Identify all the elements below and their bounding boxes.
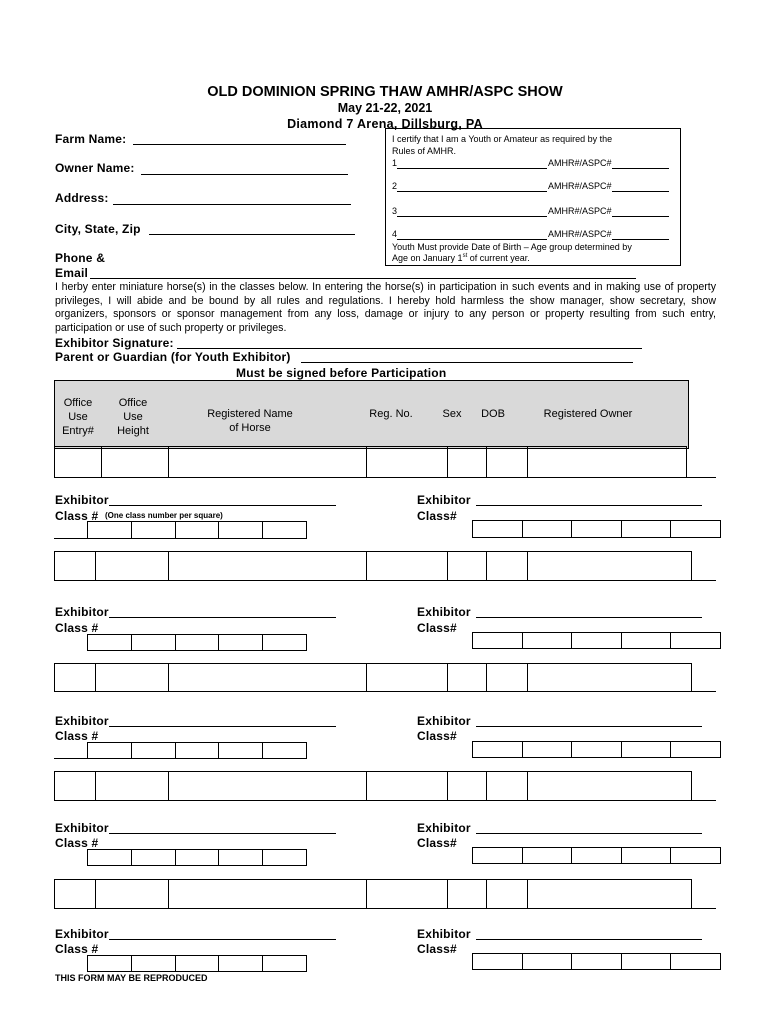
- header-sex: Sex: [442, 408, 462, 420]
- certify-number-line[interactable]: [612, 239, 669, 240]
- class-number-boxes[interactable]: [87, 849, 307, 866]
- class-baseline-right: [472, 969, 718, 970]
- youth-note: Youth Must provide Date of Birth – Age group determined by: [392, 242, 632, 252]
- show-venue: Diamond 7 Arena, Dillsburg, PA: [287, 117, 483, 131]
- row-extension-line: [692, 800, 716, 801]
- email-label: Email: [55, 266, 89, 280]
- certify-number-line[interactable]: [612, 168, 669, 169]
- address-label: Address:: [55, 191, 109, 205]
- farm-name-label: Farm Name:: [55, 132, 127, 146]
- class-note: (One class number per square): [105, 511, 223, 520]
- certify-entry-suffix: AMHR#/ASPC#: [548, 206, 612, 216]
- class-number-boxes-right[interactable]: [472, 953, 721, 970]
- exhibitor-line[interactable]: [109, 505, 336, 506]
- exhibitor-line-right[interactable]: [476, 939, 702, 940]
- form-title: OLD DOMINION SPRING THAW AMHR/ASPC SHOW: [207, 84, 563, 100]
- youth-note-age: Age on January 1st of current year.: [392, 253, 530, 263]
- exhibitor-label-right: Exhibitor: [417, 821, 471, 835]
- exhibitor-line-right[interactable]: [476, 833, 702, 834]
- header-dob: DOB: [481, 408, 505, 420]
- row-extension-line: [692, 580, 716, 581]
- city-state-zip-line[interactable]: [149, 234, 355, 235]
- exhibitor-label-right: Exhibitor: [417, 927, 471, 941]
- exhibitor-signature-line[interactable]: [177, 348, 642, 349]
- class-number-boxes[interactable]: [87, 521, 307, 539]
- class-baseline-right: [472, 648, 718, 649]
- horse-entry-row[interactable]: [54, 446, 687, 478]
- parent-signature-line[interactable]: [301, 362, 633, 363]
- email-line[interactable]: [90, 278, 636, 279]
- exhibitor-label-right: Exhibitor: [417, 605, 471, 619]
- must-sign-note: Must be signed before Participation: [236, 366, 447, 380]
- class-baseline-right: [472, 537, 718, 538]
- horse-entry-row[interactable]: [54, 663, 692, 692]
- certify-entry-suffix: AMHR#/ASPC#: [548, 229, 612, 239]
- certify-number-line[interactable]: [612, 216, 669, 217]
- class-number-boxes-right[interactable]: [472, 741, 721, 758]
- horse-entry-row[interactable]: [54, 879, 692, 909]
- certify-number-line[interactable]: [612, 191, 669, 192]
- exhibitor-label: Exhibitor: [55, 927, 109, 941]
- exhibitor-label: Exhibitor: [55, 605, 109, 619]
- class-label: Class #: [55, 729, 99, 743]
- city-state-zip-label: City, State, Zip: [55, 222, 141, 236]
- horse-entry-row[interactable]: [54, 551, 692, 581]
- header-registered-name: Registered Name of Horse: [207, 408, 293, 434]
- certify-text: I certify that I am a Youth or Amateur as required by the: [392, 134, 613, 144]
- exhibitor-label-right: Exhibitor: [417, 493, 471, 507]
- class-label: Class #: [55, 942, 99, 956]
- exhibitor-label: Exhibitor: [55, 821, 109, 835]
- certify-entry-number: 1: [392, 158, 398, 168]
- class-number-boxes[interactable]: [87, 742, 307, 759]
- certify-text-rules: Rules of AMHR.: [392, 146, 457, 156]
- class-label: Class #: [55, 836, 99, 850]
- exhibitor-line[interactable]: [109, 726, 336, 727]
- class-number-boxes-right[interactable]: [472, 520, 721, 538]
- class-number-boxes[interactable]: [87, 955, 307, 972]
- class-baseline: [54, 758, 87, 759]
- class-number-boxes-right[interactable]: [472, 847, 721, 864]
- class-label-right: Class#: [417, 836, 457, 850]
- class-label: Class #: [55, 509, 99, 523]
- class-label-right: Class#: [417, 942, 457, 956]
- certify-entry-number: 4: [392, 229, 398, 239]
- certify-entry-suffix: AMHR#/ASPC#: [548, 181, 612, 191]
- class-number-boxes[interactable]: [87, 634, 307, 651]
- exhibitor-line-right[interactable]: [476, 617, 702, 618]
- exhibitor-label: Exhibitor: [55, 493, 109, 507]
- certify-entry-line[interactable]: [397, 168, 547, 169]
- header-reg-no: Reg. No.: [369, 408, 413, 420]
- show-date: May 21-22, 2021: [337, 101, 433, 115]
- certify-entry-number: 3: [392, 206, 398, 216]
- class-baseline-right: [472, 863, 718, 864]
- exhibitor-line[interactable]: [109, 617, 336, 618]
- class-label-right: Class#: [417, 509, 457, 523]
- exhibitor-line[interactable]: [109, 939, 336, 940]
- agreement-text: I herby enter miniature horse(s) in the classes below. In entering the horse(s) in participation in such events and in making use of property privileges, I will abide and be bound by all rules and regulations. I hereby hold harmless the show manager, show secretary, show organizers, sponsors or sponsor management from any loss, damage or injury to any person or property resulting from such entry, participation or use of such property or privileges.: [55, 281, 716, 334]
- parent-signature-label: Parent or Guardian (for Youth Exhibitor): [55, 350, 291, 364]
- owner-name-line[interactable]: [141, 174, 348, 175]
- row-extension-line: [687, 477, 716, 478]
- row-extension-line: [692, 691, 716, 692]
- footer-note: THIS FORM MAY BE REPRODUCED: [55, 973, 208, 983]
- class-label-right: Class#: [417, 621, 457, 635]
- exhibitor-line[interactable]: [109, 833, 336, 834]
- certify-entry-line[interactable]: [397, 239, 547, 240]
- class-number-boxes-right[interactable]: [472, 632, 721, 649]
- certify-entry-suffix: AMHR#/ASPC#: [548, 158, 612, 168]
- header-office-entry: Office Use Entry#: [62, 397, 94, 437]
- class-baseline: [54, 538, 87, 539]
- certify-entry-number: 2: [392, 181, 398, 191]
- exhibitor-signature-label: Exhibitor Signature:: [55, 336, 174, 350]
- farm-name-line[interactable]: [133, 144, 346, 145]
- row-extension-line: [692, 908, 716, 909]
- exhibitor-label-right: Exhibitor: [417, 714, 471, 728]
- exhibitor-line-right[interactable]: [476, 505, 702, 506]
- exhibitor-label: Exhibitor: [55, 714, 109, 728]
- class-baseline-right: [472, 757, 718, 758]
- header-registered-owner: Registered Owner: [543, 408, 633, 420]
- exhibitor-line-right[interactable]: [476, 726, 702, 727]
- address-line[interactable]: [113, 204, 351, 205]
- class-label-right: Class#: [417, 729, 457, 743]
- phone-label: Phone &: [55, 251, 106, 265]
- certify-entry-line[interactable]: [397, 191, 547, 192]
- class-label: Class #: [55, 621, 99, 635]
- owner-name-label: Owner Name:: [55, 161, 135, 175]
- horse-entry-row[interactable]: [54, 771, 692, 801]
- certify-entry-line[interactable]: [397, 216, 547, 217]
- header-office-height: Office Use Height: [117, 397, 149, 437]
